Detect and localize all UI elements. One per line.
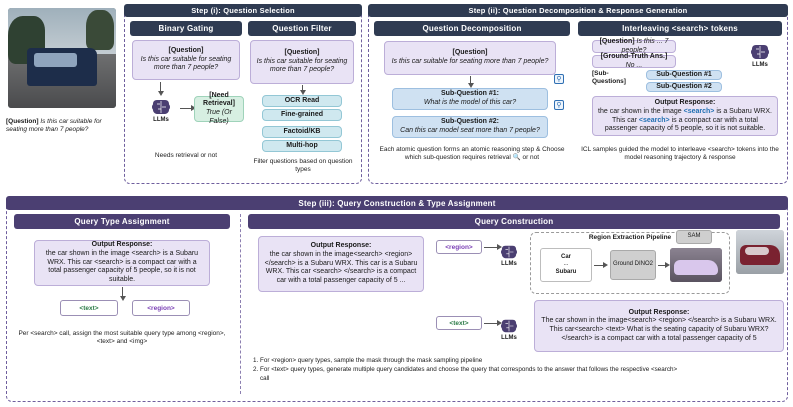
question-type-ocr: OCR Read — [262, 95, 342, 107]
region-crop-label-2: Subaru — [555, 268, 577, 275]
qf-question-label: [Question] — [284, 48, 320, 56]
binary-gating-llm-label: LLMs — [153, 116, 169, 123]
binary-gating-question — [132, 40, 240, 80]
step3-divider — [240, 214, 241, 394]
sam-image — [736, 230, 784, 274]
question-filter-question — [250, 40, 354, 84]
int-output-pre: the car shown in the image — [598, 107, 684, 115]
sub-question-2 — [392, 116, 548, 138]
binary-gating-llm — [143, 96, 179, 124]
question-type-factoid: Factoid/KB — [262, 126, 342, 138]
final-output-label: Output Response: — [628, 308, 690, 316]
need-retrieval-box — [194, 91, 244, 125]
region-crop-dots: ... — [563, 261, 569, 268]
mask-image — [670, 248, 722, 282]
region-llm-label: LLMs — [501, 260, 517, 267]
text-llm-label: LLMs — [501, 334, 517, 341]
sub-question-1-label: Sub-Question #1: — [441, 90, 499, 98]
question-type-multihop: Multi-hop — [262, 140, 342, 152]
region-pipeline-header: Region Extraction Pipeline — [588, 234, 672, 241]
decomposition-question — [384, 41, 556, 75]
int-gt-text: No ... — [625, 61, 643, 69]
sub-question-2-label: Sub-Question #2: — [441, 118, 499, 126]
input-question — [6, 118, 120, 134]
region-tag-pill[interactable]: <region> — [436, 240, 482, 254]
type-region-pill[interactable]: <region> — [132, 300, 190, 316]
type-text-pill[interactable]: <text> — [60, 300, 118, 316]
input-question-label: [Question] — [6, 118, 39, 125]
query-type-assignment-header: Query Type Assignment — [14, 214, 230, 229]
qta-arrow-head — [120, 296, 126, 301]
interleaving-groundtruth — [592, 52, 676, 69]
interleaving-llm-label: LLMs — [752, 61, 768, 68]
region-llm — [492, 240, 526, 270]
input-question-text: Is this car suitable for seating more than 7 people? — [6, 118, 102, 134]
search-icon-sub2[interactable]: ⚲ — [554, 100, 564, 110]
search-token-1: <search> — [683, 107, 715, 115]
interleaving-header: Interleaving <search> tokens — [578, 21, 782, 36]
qc-output-box — [258, 236, 424, 292]
region-crop-card — [540, 248, 592, 282]
final-output-text: The car shown in the image<search> <region> </search> is a Subaru WRX. This car<search> <text> What is the seating capacity of Subaru WRX? </search> is a compact car with a total passenger capacity of 5 — [541, 317, 777, 342]
query-construction-notes — [250, 356, 680, 383]
need-retrieval-label: [Need Retrieval] — [203, 91, 235, 108]
binary-gating-question-text: Is this car suitable for seating more than 7 people? — [140, 55, 232, 72]
text-tag-pill[interactable]: <text> — [436, 316, 482, 330]
need-retrieval-value: True (Or False) — [206, 109, 232, 125]
sub-question-2-text: Can this car model seat more than 7 people? — [400, 127, 540, 134]
int-question-label: [Question] — [599, 37, 635, 45]
int-gt-label: [Ground-Truth Ans.] — [600, 52, 668, 60]
qta-output-text: the car shown in the image <search> is a Subaru WRX. This car <search> is a compact car with a total passenger capacity of 5 people, so it is not suitable. — [45, 249, 199, 284]
step3-title: Step (iii): Query Construction & Type Assignment — [6, 196, 788, 210]
interleaving-question — [592, 37, 676, 54]
text-llm — [492, 314, 526, 344]
question-type-fine-grained: Fine-grained — [262, 109, 342, 121]
binary-gating-caption: Needs retrieval or not — [154, 152, 218, 159]
binary-gating-header: Binary Gating — [130, 21, 242, 36]
interleaving-output — [592, 96, 778, 136]
input-image — [8, 8, 116, 108]
int-output-label: Output Response: — [654, 99, 716, 106]
qc-note-2: 2. For <text> query types, generate multiple query candidates and choose the query that corresponds to the answer that follows the respective <search> call — [260, 365, 680, 383]
region-crop-label-1: Car — [560, 254, 571, 261]
search-icon-sub1[interactable]: ⚲ — [554, 74, 564, 84]
sam-card: SAM — [676, 230, 712, 244]
interleaving-caption: ICL samples guided the model to interleave <search> tokens into the model reasoning trajectory & response — [581, 146, 779, 162]
int-output-post: is a compact car with a total passenger capacity of 5 people, so it is not suitable. — [604, 116, 766, 133]
question-filter-header: Question Filter — [248, 21, 356, 36]
qc-output-label: Output Response: — [310, 242, 372, 250]
decomp-question-text: Is this car suitable for seating more than 7 people? — [391, 58, 549, 65]
decomp-question-label: [Question] — [452, 49, 488, 57]
decomposition-caption: Each atomic question forms an atomic reasoning step & Choose which sub-question requires retrieval 🔍 or not — [379, 146, 565, 162]
qc-output-text: the car shown in the image<search> <region> </search> is a Subaru WRX. This car is a Subaru WRX. This car <search> </search> is a compact car with a total passenger capacity of 5 ... — [264, 250, 418, 285]
search-token-2: <search> — [638, 116, 670, 124]
binary-gating-question-label: [Question] — [168, 46, 204, 54]
final-output-box — [534, 300, 784, 352]
sub-question-1 — [392, 88, 548, 110]
rep-arrow-1-head — [603, 262, 608, 268]
interleave-sub-item-2: Sub-Question #2 — [646, 82, 722, 92]
grounding-dino-card: Ground DINO2 — [610, 250, 656, 280]
interleaving-llm — [742, 40, 778, 70]
qta-output-label: Output Response: — [91, 241, 153, 249]
int-question-text: Is this ... 7 people? — [621, 37, 669, 54]
query-construction-header: Query Construction — [248, 214, 780, 229]
qc-note-1: 1. For <region> query types, sample the mask through the mask sampling pipeline — [260, 356, 680, 365]
step1-title: Step (i): Question Selection — [124, 4, 362, 17]
sub-question-1-text: What is the model of this car? — [423, 99, 517, 106]
qta-caption: Per <search> call, assign the most suitable query type among <region>, <text> and <img> — [18, 330, 226, 346]
step2-title: Step (ii): Question Decomposition & Response Generation — [368, 4, 788, 17]
interleave-sub-item-1: Sub-Question #1 — [646, 70, 722, 80]
int-output-mid: is a Subaru WRX. This car — [612, 107, 772, 124]
qf-question-text: Is this car suitable for seating more than 7 people? — [256, 57, 348, 74]
question-filter-caption: Filter questions based on question types — [253, 158, 353, 174]
decomposition-header: Question Decomposition — [374, 21, 570, 36]
qta-output-box — [34, 240, 210, 286]
int-subq-label: [Sub-Questions] — [592, 70, 626, 86]
